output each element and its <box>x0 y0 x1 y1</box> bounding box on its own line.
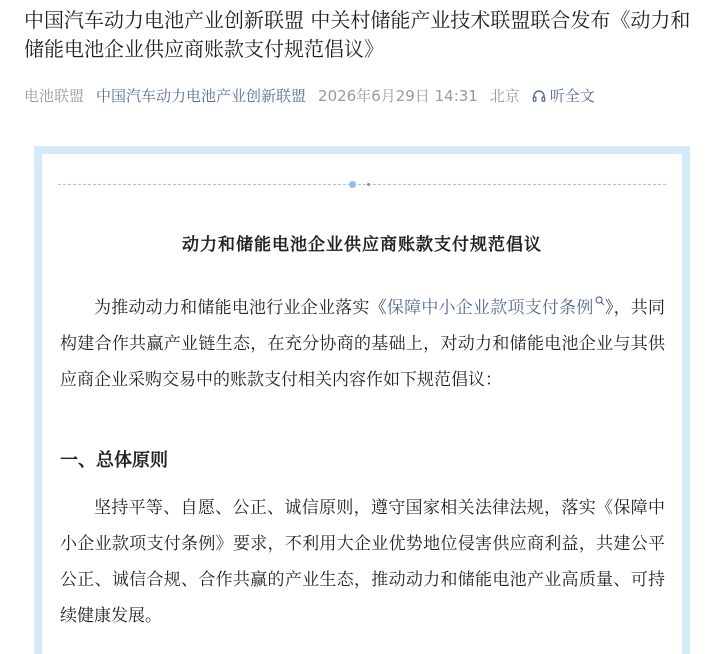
regulation-link[interactable]: 保障中小企业款项支付条例 <box>386 298 594 318</box>
intro-text-before: 为推动动力和储能电池行业企业落实《 <box>94 298 387 318</box>
divider-dot-red <box>367 183 370 186</box>
headphones-icon <box>532 89 546 103</box>
search-icon[interactable] <box>595 296 605 306</box>
publish-datetime: 2026年6月29日 14:31 <box>318 87 478 105</box>
section-title-general-principles: 一、总体原则 <box>60 450 168 471</box>
divider-dot-blue <box>349 181 356 188</box>
publish-location: 北京 <box>489 87 520 105</box>
article-title: 中国汽车动力电池产业创新联盟 中关村储能产业技术联盟联合发布《动力和储能电池企业供应商账款支付规范倡议》 <box>24 8 691 61</box>
intro-paragraph <box>60 290 665 398</box>
article-card <box>34 146 690 654</box>
article-meta <box>24 85 607 107</box>
intro-text-after: 》，共同构建合作共赢产业链生态，在充分协商的基础上，对动力和储能电池企业与其供应商企业采购交易中的账款支付相关内容作如下规范倡议： <box>60 298 666 390</box>
card-heading: 动力和储能电池企业供应商账款支付规范倡议 <box>182 235 542 255</box>
principles-paragraph: 坚持平等、自愿、公正、诚信原则，遵守国家相关法律法规，落实《保障中小企业款项支付条例》要求，不利用大企业优势地位侵害供应商利益，共建公平公正、诚信合规、合作共赢的产业生态，推动动力和储能电池产业高质量、可持续健康发展。 <box>60 498 665 626</box>
listen-full-text-button[interactable] <box>532 85 607 107</box>
account-name-link[interactable]: 中国汽车动力电池产业创新联盟 <box>96 87 307 105</box>
dashed-divider <box>58 184 666 185</box>
listen-label: 听全文 <box>549 87 595 105</box>
author-name: 电池联盟 <box>24 87 85 105</box>
